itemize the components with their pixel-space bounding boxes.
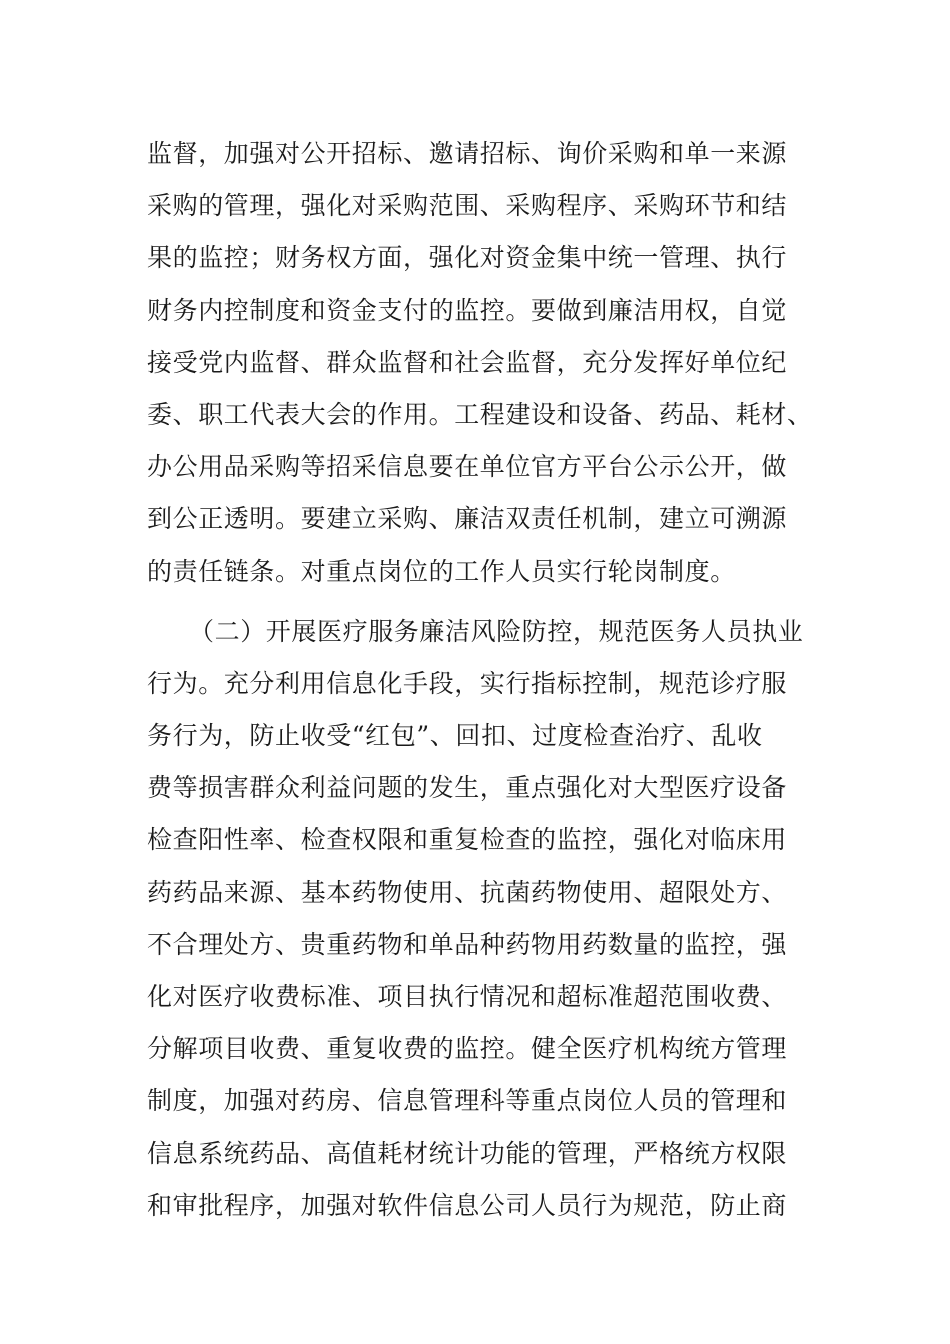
text-line: 财务内控制度和资金支付的监控。要做到廉洁用权，自觉 — [147, 295, 788, 325]
document-body — [147, 128, 813, 1232]
text-line: 采购的管理，强化对采购范围、采购程序、采购环节和结 — [147, 191, 788, 221]
text-line: 检查阳性率、检查权限和重复检查的监控，强化对临床用 — [147, 825, 788, 855]
text-line: 不合理处方、贵重药物和单品种药物用药数量的监控，强 — [147, 929, 788, 959]
text-line: 委、职工代表大会的作用。工程建设和设备、药品、耗材、 — [147, 399, 813, 429]
text-line: 和审批程序，加强对软件信息公司人员行为规范，防止商 — [147, 1190, 788, 1220]
text-line: 的责任链条。对重点岗位的工作人员实行轮岗制度。 — [147, 556, 736, 586]
text-line: 到公正透明。要建立采购、廉洁双责任机制，建立可溯源 — [147, 504, 788, 534]
text-line: 接受党内监督、群众监督和社会监督，充分发挥好单位纪 — [147, 347, 788, 377]
text-line: 药药品来源、基本药物使用、抗菌药物使用、超限处方、 — [147, 877, 788, 907]
text-line: 办公用品采购等招采信息要在单位官方平台公示公开，做 — [147, 452, 788, 482]
paragraph-gap — [147, 598, 807, 606]
text-line: 制度，加强对药房、信息管理科等重点岗位人员的管理和 — [147, 1086, 788, 1116]
text-line: 费等损害群众利益问题的发生，重点强化对大型医疗设备 — [147, 773, 788, 803]
text-line: 化对医疗收费标准、项目执行情况和超标准超范围收费、 — [147, 982, 788, 1011]
text-line: 监督，加强对公开招标、邀请招标、询价采购和单一来源 — [147, 139, 788, 168]
text-line: 果的监控；财务权方面，强化对资金集中统一管理、执行 — [147, 243, 788, 273]
text-line: 务行为，防止收受“红包”、回扣、过度检查治疗、乱收 — [147, 721, 763, 751]
text-line: 分解项目收费、重复收费的监控。健全医疗机构统方管理 — [147, 1034, 788, 1064]
paragraph-heading-line: （二）开展医疗服务廉洁风险防控，规范医务人员执业 — [189, 616, 804, 646]
text-line: 信息系统药品、高值耗材统计功能的管理，严格统方权限 — [147, 1138, 788, 1168]
text-line: 行为。充分利用信息化手段，实行指标控制，规范诊疗服 — [147, 668, 788, 698]
